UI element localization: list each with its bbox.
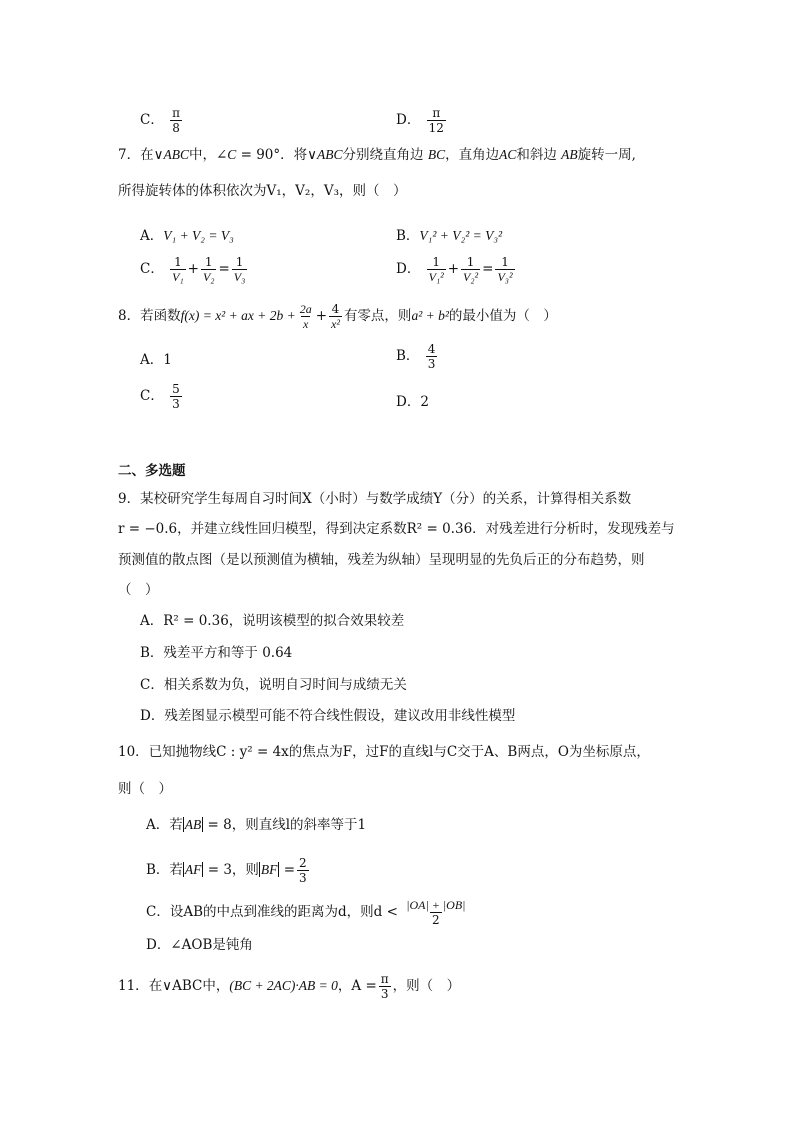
vector-expression: (BC + 2AC)·AB = 0 <box>229 978 338 993</box>
fraction: $\frac{4}{\text{x²}}$ <box>331 302 340 331</box>
fraction: $\frac{5}{3}$ <box>172 382 180 411</box>
fraction: $\frac{\pi}{12}$ <box>428 106 444 135</box>
q10-stem-line1: 10．已知抛物线C : y² = 4x的焦点为F，过F的直线l与C交于A、B两点，O为坐标原点， <box>118 744 650 760</box>
fraction: $\frac{1}{\text{V₁}}$ <box>172 255 184 284</box>
option-label: C． <box>140 112 164 128</box>
fraction: $\frac{|OA| + |OB|}{2}$ <box>406 898 466 927</box>
fraction: $\frac{1}{\text{V₁²}}$ <box>428 255 444 284</box>
q9-option-d: D．残差图显示模型可能不符合线性假设，建议改用非线性模型 <box>140 708 516 724</box>
q11-stem: 11．在∨ABC中，(BC + 2AC)·AB = 0，A = $\frac{\pi}{3}$ ，则（ ） <box>118 972 461 1001</box>
q9-stem-line2: r = −0.6，并建立线性回归模型，得到决定系数R² = 0.36．对残差进行分析时，发现残差与 <box>118 521 675 537</box>
q9-option-a: A．R² = 0.36，说明该模型的拟合效果较差 <box>140 613 405 629</box>
fraction: $\frac{1}{\text{V₃}}$ <box>233 255 246 284</box>
fraction: $\frac{\pi}{3}$ <box>380 972 389 1001</box>
fraction: $\frac{\pi}{8}$ <box>172 106 181 135</box>
option-label: D． <box>396 112 421 128</box>
section-heading: 二、多选题 <box>118 463 186 479</box>
q10-option-d: D．∠AOB是钝角 <box>146 937 253 953</box>
q8-option-c: C． $\frac{5}{3}$ <box>140 382 180 411</box>
q7-option-a: A．V₁ + V₂ = V₃ <box>140 228 234 244</box>
q10-option-c: C．设AB的中点到准线的距离为d，则d < $\frac{|OA| + |OB|}{2}$ <box>146 898 466 927</box>
q9-option-b: B．残差平方和等于 0.64 <box>140 645 293 661</box>
fraction: $\frac{2a}{x}$ <box>299 302 312 331</box>
q10-option-b: B．若 AF = 3，则 BF = $\frac{2}{3}$ <box>146 856 307 885</box>
q10-stem-line2: 则（ ） <box>118 781 172 797</box>
q9-option-c: C．相关系数为负，说明自习时间与成绩无关 <box>140 677 407 693</box>
q8-option-b: B． $\frac{4}{3}$ <box>396 342 436 371</box>
fraction: $\frac{1}{\text{V₂}}$ <box>202 255 215 284</box>
q8-stem: 8．若函数f(x) = x² + ax + 2b + $\frac{2a}{x}$ + $\frac{4}{\text{x²}}$ 有零点，则a² + b²的最小值为（ ） <box>118 302 557 331</box>
q7-stem-line1: 7．在∨ABC中，∠C = 90°．将∨ABC分别绕直角边 BC，直角边AC和斜边 AB旋转一周, <box>118 147 636 163</box>
q7-option-c: C． $\frac{1}{\text{V₁}}$ + $\frac{1}{\text{V₂}}$ = $\frac{1}{\text{V₃}}$ <box>140 255 246 284</box>
q10-option-a: A．若 AB = 8，则直线l的斜率等于1 <box>146 817 367 833</box>
q7-stem-line2: 所得旋转体的体积依次为V₁，V₂，V₃，则（ ） <box>118 183 407 199</box>
q8-option-a: A．1 <box>140 352 172 368</box>
q9-stem-line3: 预测值的散点图（是以预测值为横轴，残差为纵轴）呈现明显的先负后正的分布趋势，则 <box>118 552 645 568</box>
q7-option-d: D． $\frac{1}{\text{V₁²}}$ + $\frac{1}{\text{V₂²}}$ = $\frac{1}{\text{V₃²}}$ <box>396 255 513 284</box>
q9-stem-line1: 9．某校研究学生每周自习时间X（小时）与数学成绩Y（分）的关系，计算得相关系数 <box>118 491 632 507</box>
fraction: $\frac{4}{3}$ <box>427 342 436 371</box>
q6-option-c <box>140 106 184 135</box>
fraction: $\frac{1}{\text{V₂²}}$ <box>463 255 479 284</box>
q9-stem-line4: （ ） <box>118 582 159 598</box>
fraction: $\frac{1}{\text{V₃²}}$ <box>497 255 513 284</box>
fraction: $\frac{2}{3}$ <box>299 856 307 885</box>
q7-option-b: B．V₁² + V₂² = V₃² <box>396 228 503 244</box>
q6-option-d <box>396 106 448 135</box>
q8-option-d: D．2 <box>396 394 429 410</box>
